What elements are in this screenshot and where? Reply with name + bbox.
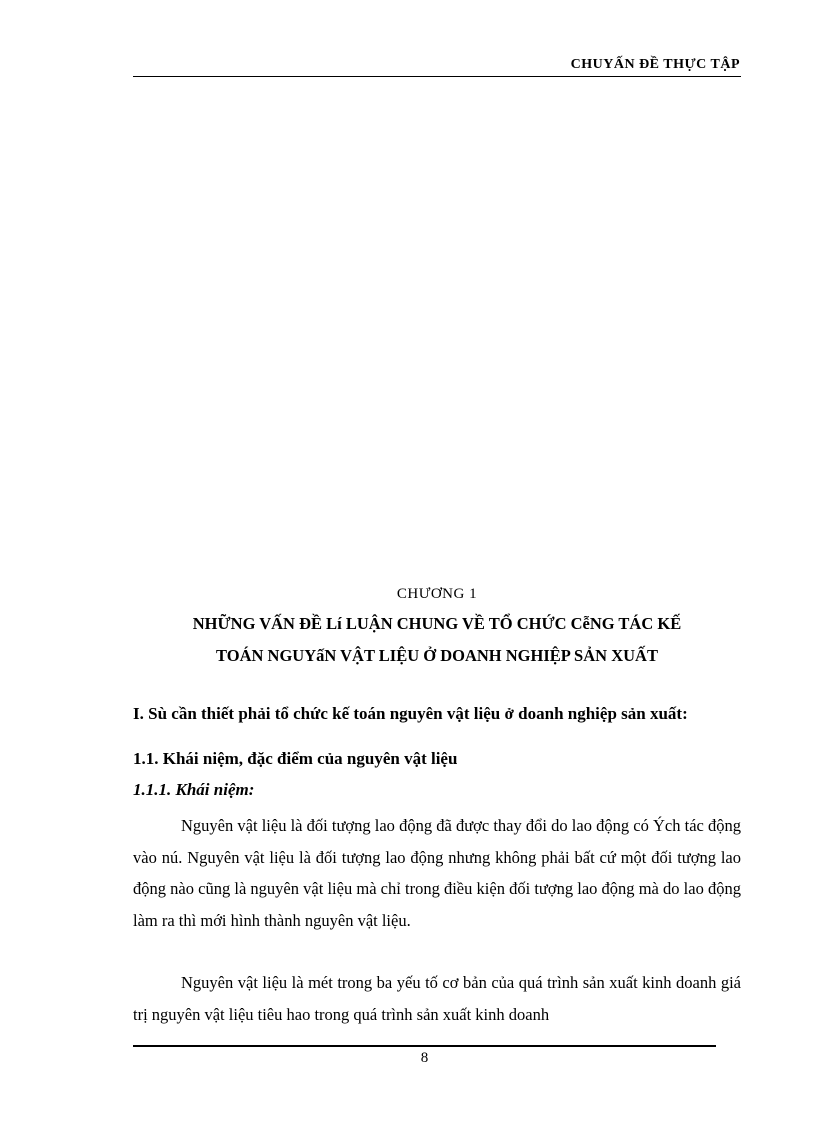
chapter-title-line-2: TOÁN NGUYấN VẬT LIỆU Ở DOANH NGHIỆP SẢN XUẤT <box>216 646 658 665</box>
subsubsection-heading: 1.1.1. Khái niệm: <box>133 780 255 799</box>
footer-rule <box>133 1045 716 1047</box>
page-number: 8 <box>420 1050 429 1066</box>
document-header-title: CHUYẤN ĐỀ THỰC TẬP <box>570 57 740 72</box>
subsection-heading: 1.1. Khái niệm, đặc điểm của nguyên vật liệu <box>133 749 458 768</box>
header-rule <box>133 76 741 77</box>
section-heading: I. Sù cần thiết phải tổ chức kế toán nguyên vật liệu ở doanh nghiệp sản xuất: <box>133 704 688 723</box>
chapter-number: CHƯƠNG 1 <box>396 586 478 602</box>
chapter-title-line-1: NHỮNG VẤN ĐỀ Lí LUẬN CHUNG VỀ TỔ CHỨC CễNG TÁC KẾ <box>192 614 682 633</box>
body-paragraph-1: Nguyên vật liệu là đối tượng lao động đã được thay đổi do lao động có Ých tác động vào nú. Nguyên vật liệu là đối tượng lao động nhưng không phải bất cứ một đối tượng lao động nào cũng là nguyên vật liệu mà chỉ trong điều kiện đối tượng lao động mà do lao động làm ra thì mới hình thành nguyên vật liệu. <box>133 816 741 930</box>
body-paragraph-2: Nguyên vật liệu là mét trong ba yếu tố cơ bản của quá trình sản xuất kinh doanh giá trị nguyên vật liệu tiêu hao trong quá trình sản xuất kinh doanh <box>133 973 741 1024</box>
